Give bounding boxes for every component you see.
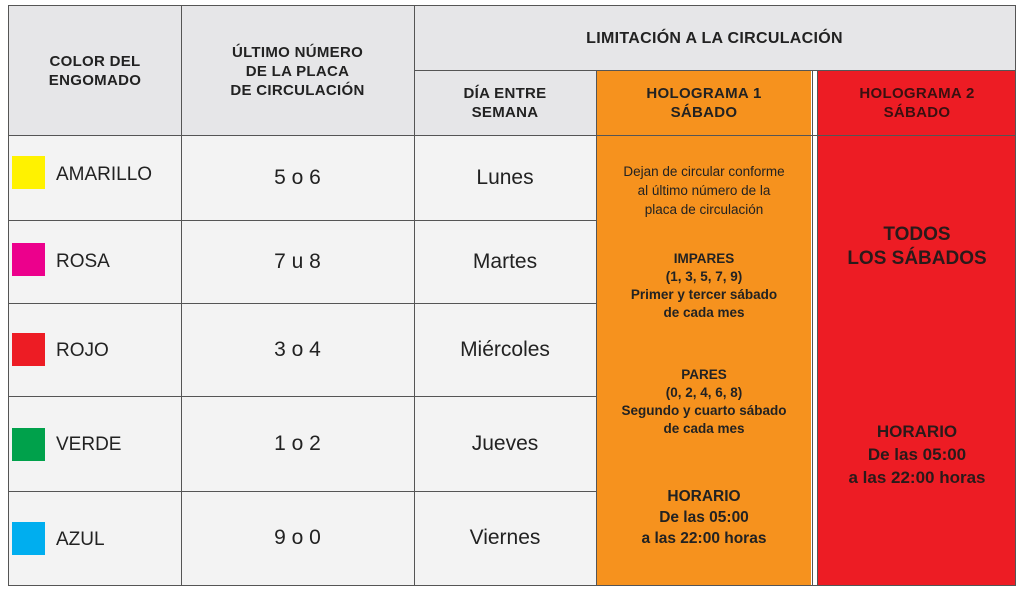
row-3-digits: 3 o 4 xyxy=(181,304,414,396)
header-color xyxy=(9,6,181,136)
grid-right xyxy=(1015,5,1016,586)
header-color-line2: ENGOMADO xyxy=(48,72,142,89)
header-limitation-text: LIMITACIÓN A LA CIRCULACIÓN xyxy=(586,29,843,47)
color-label-rojo: ROJO xyxy=(56,340,109,361)
grid-col-2 xyxy=(414,5,415,586)
grid-top xyxy=(9,5,1016,6)
grid-bottom xyxy=(9,585,1016,586)
row-1-day: Lunes xyxy=(414,136,596,220)
grid-limit-bottom xyxy=(414,70,1016,71)
swatch-yellow xyxy=(12,156,45,189)
holo1-schedule xyxy=(597,486,811,549)
holo1-odd-rule: Primer y tercer sábado xyxy=(630,287,778,302)
header-plate-line2: DE LA PLACA xyxy=(245,62,350,80)
holo1-schedule-title: HORARIO xyxy=(667,488,741,505)
holo1-odd-rule2: de cada mes xyxy=(663,305,745,320)
header-plate-line3: DE CIRCULACIÓN xyxy=(230,81,365,99)
grid-header-bottom xyxy=(9,135,1016,136)
holo1-even-rule: Segundo y cuarto sábado xyxy=(621,403,787,418)
holo1-odd xyxy=(597,250,811,322)
header-holo1 xyxy=(597,70,811,136)
swatch-pink xyxy=(12,243,45,276)
holo1-odd-digits: (1, 3, 5, 7, 9) xyxy=(665,269,743,284)
header-weekday xyxy=(414,70,596,136)
header-holo2-line1: HOLOGRAMA 2 xyxy=(859,85,975,102)
grid-left xyxy=(8,5,9,586)
holo2-all-line1: TODOS xyxy=(883,224,951,245)
grid-row-1 xyxy=(9,220,596,221)
grid-row-3 xyxy=(9,396,596,397)
holo1-intro-line2: al último número de la xyxy=(637,183,771,198)
row-1-digits: 5 o 6 xyxy=(181,136,414,220)
header-weekday-line2: SEMANA xyxy=(471,104,539,121)
header-holo2-line2: SÁBADO xyxy=(883,104,951,121)
holo2-all xyxy=(818,223,1016,271)
swatch-blue xyxy=(12,522,45,555)
header-holo2 xyxy=(818,70,1016,136)
swatch-green xyxy=(12,428,45,461)
holo1-even xyxy=(597,366,811,438)
grid-row-4 xyxy=(9,491,596,492)
holo1-odd-title: IMPARES xyxy=(673,251,735,266)
row-5-digits: 9 o 0 xyxy=(181,491,414,585)
color-label-amarillo: AMARILLO xyxy=(56,164,153,185)
swatch-red xyxy=(12,333,45,366)
holo1-intro-line3: placa de circulación xyxy=(644,202,764,217)
row-2-day: Martes xyxy=(414,220,596,304)
holo2-schedule-to: a las 22:00 horas xyxy=(848,468,986,487)
row-4-digits: 1 o 2 xyxy=(181,396,414,491)
row-4-day: Jueves xyxy=(414,396,596,491)
color-label-verde: VERDE xyxy=(56,434,122,455)
holo2-schedule xyxy=(818,420,1016,489)
grid-col-4 xyxy=(812,70,813,586)
color-label-rosa: ROSA xyxy=(56,251,110,272)
row-3-day: Miércoles xyxy=(414,304,596,396)
grid-row-2 xyxy=(9,303,596,304)
holo2-all-line2: LOS SÁBADOS xyxy=(847,248,987,269)
header-plate xyxy=(181,6,414,136)
color-label-azul: AZUL xyxy=(56,529,105,550)
header-color-line1: COLOR DEL xyxy=(49,53,141,70)
header-plate-line1: ÚLTIMO NÚMERO xyxy=(231,43,364,61)
header-holo1-line1: HOLOGRAMA 1 xyxy=(646,85,762,102)
holo1-intro xyxy=(597,162,811,219)
holo2-column xyxy=(818,70,1016,585)
row-2-digits: 7 u 8 xyxy=(181,220,414,304)
grid-col-1 xyxy=(181,5,182,586)
holo1-even-title: PARES xyxy=(681,367,727,382)
row-5-day: Viernes xyxy=(414,491,596,585)
holo1-schedule-to: a las 22:00 horas xyxy=(641,530,767,547)
holo1-even-digits: (0, 2, 4, 6, 8) xyxy=(665,385,743,400)
holo1-even-rule2: de cada mes xyxy=(663,421,745,436)
holo2-schedule-title: HORARIO xyxy=(876,422,958,441)
holo1-schedule-from: De las 05:00 xyxy=(659,509,749,526)
header-holo1-line2: SÁBADO xyxy=(670,104,738,121)
holo2-schedule-from: De las 05:00 xyxy=(867,445,967,464)
header-limitation xyxy=(414,6,1015,70)
holo1-intro-line1: Dejan de circular conforme xyxy=(623,164,785,179)
header-weekday-line1: DÍA ENTRE xyxy=(463,85,547,102)
grid-col-5 xyxy=(817,70,818,586)
